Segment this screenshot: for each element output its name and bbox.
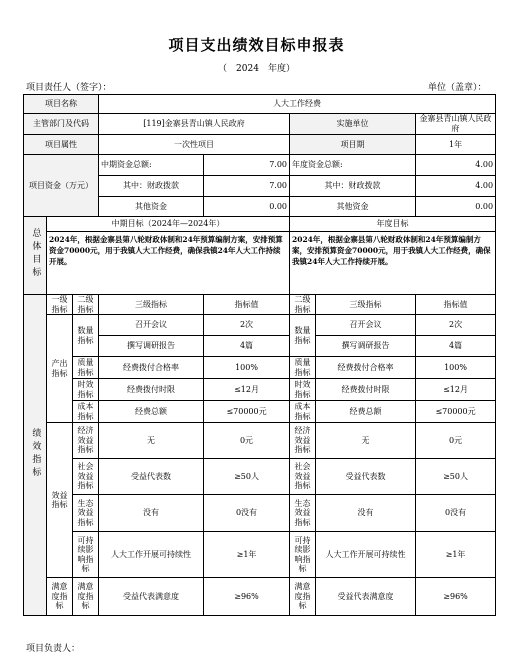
attr-value: 一次性项目 [99, 135, 290, 155]
table-row [24, 578, 496, 616]
project-name-label: 项目名称 [24, 95, 99, 114]
effect-indicator-label: 效益指标 [47, 423, 73, 578]
indicator-value-year: ≤70000元 [416, 401, 496, 423]
period-label: 项目期 [290, 135, 416, 155]
satisfaction-indicator-label: 满意度指标 [47, 578, 73, 616]
table-row [24, 401, 496, 423]
level2-cell-year: 社会效益指标 [290, 459, 316, 495]
level2-cell: 生态效益指标 [73, 495, 99, 532]
form-title: 项目支出绩效目标申报表 [168, 36, 345, 54]
level2-cell-year: 生态效益指标 [290, 495, 316, 532]
overall-goal-label: 总体目标 [24, 217, 47, 295]
indicator-value-year: 100% [416, 357, 496, 379]
indicator-value: 0元 [204, 423, 290, 459]
table-row [24, 532, 496, 578]
mid-fin-value: 7.00 [204, 176, 290, 197]
level2-cell: 时效指标 [73, 379, 99, 401]
indicator-value: ≥96% [204, 578, 290, 616]
year-other-label: 其他资金 [290, 197, 416, 217]
year-fin-label: 其中：财政拨款 [290, 176, 416, 197]
funds-label: 项目资金（万元） [24, 155, 99, 217]
indicator-name-year: 经费拨付合格率 [316, 357, 416, 379]
indicator-value-year: ≥96% [416, 578, 496, 616]
indicator-value-year: 0元 [416, 423, 496, 459]
indicator-name-year: 经费总额 [316, 401, 416, 423]
year-total-value: 4.00 [416, 155, 496, 176]
indicator-name-year: 受益代表数 [316, 459, 416, 495]
table-row [24, 357, 496, 379]
indicator-value: ≤70000元 [204, 401, 290, 423]
mid-total-value: 7.00 [204, 155, 290, 176]
indicator-value: ≥1年 [204, 532, 290, 578]
indicator-value-year: 4篇 [416, 336, 496, 357]
level2-cell: 质量指标 [73, 357, 99, 379]
year-other-value: 0.00 [416, 197, 496, 217]
level1-header: 一级指标 [47, 295, 73, 315]
dept-label: 主管部门及代码 [24, 114, 99, 135]
mid-goal-text: 2024年，根据金寨县第八轮财政体制和24年预算编制方案，安排预算资金70000元，用于我镇人大工作经费，确保我镇24年人大工作持续开展。 [47, 232, 290, 295]
level2-cell: 数量指标 [73, 315, 99, 357]
indicator-value: 100% [204, 357, 290, 379]
indicator-value-year: ≥50人 [416, 459, 496, 495]
leader-label: 项目负责人： [26, 644, 81, 654]
table-row [24, 315, 496, 336]
indicator-value: 2次 [204, 315, 290, 336]
table-row [24, 459, 496, 495]
mid-other-label: 其他资金 [99, 197, 204, 217]
level2-cell-year: 满意度指标 [290, 578, 316, 616]
indicator-name-year: 没有 [316, 495, 416, 532]
project-name-value: 人大工作经费 [99, 95, 496, 114]
indicator-value-year: 0没有 [416, 495, 496, 532]
level2-cell: 社会效益指标 [73, 459, 99, 495]
indicator-name-year: 受益代表满意度 [316, 578, 416, 616]
mid-fin-label: 其中：财政拨款 [99, 176, 204, 197]
dept-value: [119]金寨县青山镇人民政府 [99, 114, 290, 135]
indicator-name: 撰写调研报告 [99, 336, 204, 357]
year-goal-header: 年度目标 [290, 217, 496, 232]
indicator-name-year: 无 [316, 423, 416, 459]
indicator-value-year: ≥1年 [416, 532, 496, 578]
attr-label: 项目属性 [24, 135, 99, 155]
indicator-value: ≥50人 [204, 459, 290, 495]
level3-header: 三级指标 [99, 295, 204, 315]
indicator-name-year: 人大工作开展可持续性 [316, 532, 416, 578]
indicator-value-year: ≤12月 [416, 379, 496, 401]
level2-cell-year: 时效指标 [290, 379, 316, 401]
indicator-value: ≤12月 [204, 379, 290, 401]
year-total-label: 年度资金总额: [290, 155, 416, 176]
mid-goal-header: 中期目标（2024年—2024年） [47, 217, 290, 232]
indicator-name: 经费拨付合格率 [99, 357, 204, 379]
responsible-label: 项目责任人（签字）： [26, 83, 112, 93]
perf-indicators-label: 绩效指标 [24, 295, 47, 616]
level2-cell-year: 质量指标 [290, 357, 316, 379]
level2-cell-year: 经济效益指标 [290, 423, 316, 459]
indicator-value: 0没有 [204, 495, 290, 532]
mid-other-value: 0.00 [204, 197, 290, 217]
level2-cell: 可持续影响指标 [73, 532, 99, 578]
level2-cell: 满意度指标 [73, 578, 99, 616]
level2-cell: 经济效益指标 [73, 423, 99, 459]
indicator-name: 受益代表数 [99, 459, 204, 495]
unit-seal-label: 单位（盖章）： [428, 83, 487, 93]
indicator-name-year: 经费拨付时限 [316, 379, 416, 401]
indicator-name: 召开会议 [99, 315, 204, 336]
year-fin-value: 4.00 [416, 176, 496, 197]
level3-header-year: 三级指标 [316, 295, 416, 315]
impl-unit-label: 实施单位 [290, 114, 416, 135]
output-indicator-label: 产出指标 [47, 315, 73, 423]
table-row [24, 423, 496, 459]
indicator-name: 受益代表满意度 [99, 578, 204, 616]
indicator-value: 4篇 [204, 336, 290, 357]
level2-cell-year: 可持续影响指标 [290, 532, 316, 578]
form-year: （ 2024 年度） [218, 64, 295, 74]
impl-unit-value: 金寨县青山镇人民政府 [416, 114, 496, 135]
indicator-name: 没有 [99, 495, 204, 532]
indicator-value-year: 2次 [416, 315, 496, 336]
level2-header: 二级指标 [73, 295, 99, 315]
indicator-name-year: 撰写调研报告 [316, 336, 416, 357]
period-value: 1年 [416, 135, 496, 155]
indicator-name-year: 召开会议 [316, 315, 416, 336]
indicator-name: 人大工作开展可持续性 [99, 532, 204, 578]
value-header: 指标值 [204, 295, 290, 315]
year-goal-text: 2024年，根据金寨县第八轮财政体制和24年预算编制方案，安排预算资金70000元，用于我镇人大工作经费，确保我镇24年人大工作持续开展。 [290, 232, 496, 295]
table-row [24, 495, 496, 532]
performance-form-table [23, 94, 496, 616]
level2-cell-year: 数量指标 [290, 315, 316, 357]
mid-total-label: 中期资金总额: [99, 155, 204, 176]
indicator-name: 经费总额 [99, 401, 204, 423]
level2-header-year: 二级指标 [290, 295, 316, 315]
indicator-name: 无 [99, 423, 204, 459]
level2-cell: 成本指标 [73, 401, 99, 423]
indicator-name: 经费拨付时限 [99, 379, 204, 401]
value-header-year: 指标值 [416, 295, 496, 315]
table-row [24, 379, 496, 401]
level2-cell-year: 成本指标 [290, 401, 316, 423]
